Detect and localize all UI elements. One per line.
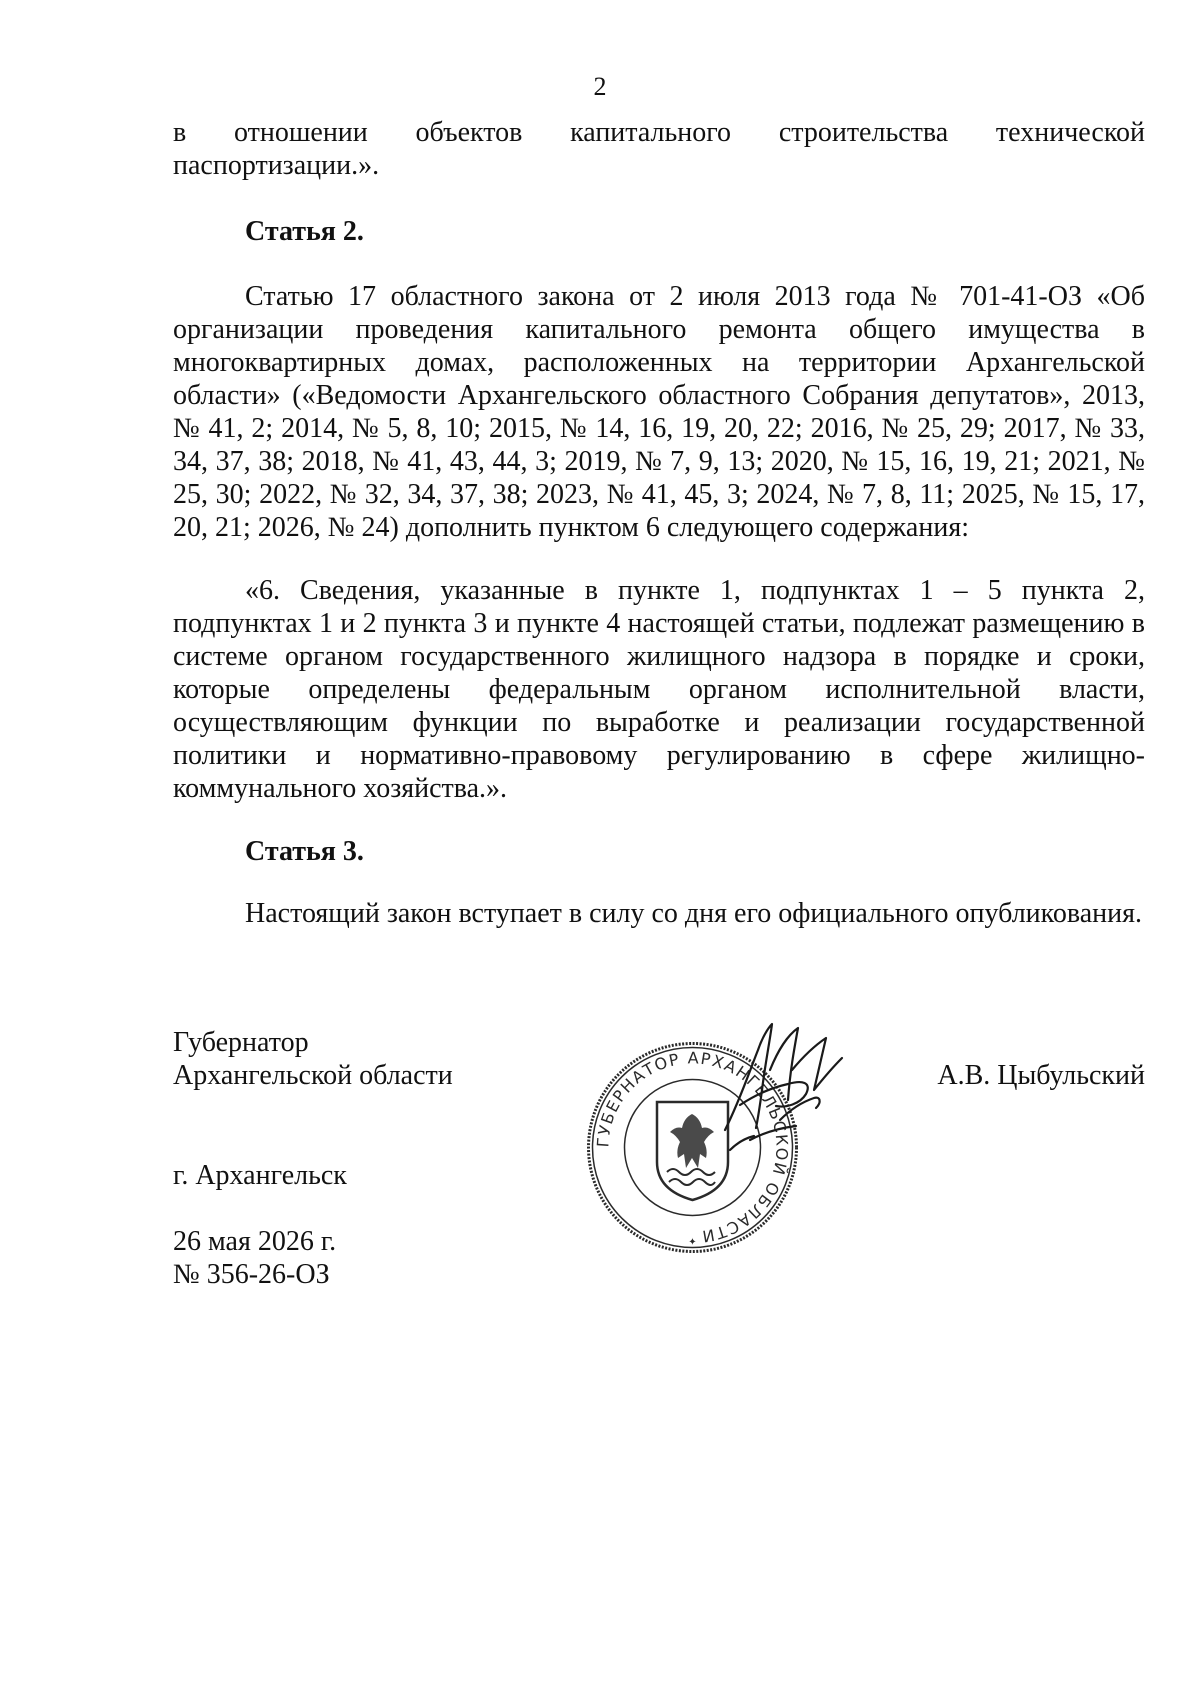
law-number: № 356-26-ОЗ	[173, 1259, 330, 1290]
article-2-body-block	[173, 280, 1145, 544]
article-2-heading-block	[173, 215, 1145, 248]
signer-position	[173, 1026, 453, 1092]
seal-star: ✦	[688, 1237, 697, 1248]
signer-name: А.В. Цыбульский	[937, 1060, 1145, 1091]
signing-place: г. Архангельск	[173, 1160, 347, 1191]
article-3-heading-block	[173, 835, 1145, 868]
article-2-quote: «6. Сведения, указанные в пункте 1, подпунктах 1 – 5 пункта 2, подпунктах 1 и 2 пункта 3 и пункте 4 настоящей статьи, подлежат размещению в системе органом государственного жилищного надзора в порядке и сроки, которые определены федеральным органом исполнительной власти, осуществляющим функции по выработке и реализации государственной политики и нормативно-правовому регулированию в сфере жилищно-коммунального хозяйства.».	[173, 575, 1145, 804]
article-3-heading: Статья 3.	[245, 836, 364, 867]
signer-position-line-1: Губернатор	[173, 1027, 309, 1058]
page-number: 2	[593, 72, 607, 101]
article-2-quote-block	[173, 574, 1145, 805]
article-2-body: Статью 17 областного закона от 2 июля 2013 года № 701-41-ОЗ «Об организации проведения капитального ремонта общего имущества в многоквартирных домах, расположенных на территории Архангельской области» («Ведомости Архангельского областного Собрания депутатов», 2013, № 41, 2; 2014, № 5, 8, 10; 2015, № 14, 16, 19, 20, 22; 2016, № 25, 29; 2017, № 33, 34, 37, 38; 2018, № 41, 43, 44, 3; 2019, № 7, 9, 13; 2020, № 15, 16, 19, 21; 2021, № 25, 30; 2022, № 32, 34, 37, 38; 2023, № 41, 45, 3; 2024, № 7, 8, 11; 2025, № 15, 17, 20, 21; 2026, № 24) дополнить пунктом 6 следующего содержания:	[173, 281, 1145, 543]
article-3-body: Настоящий закон вступает в силу со дня его официального опубликования.	[245, 898, 1142, 929]
signer-position-line-2: Архангельской области	[173, 1060, 453, 1091]
date-and-number	[173, 1225, 336, 1291]
continuation-paragraph: в отношении объектов капитального строительства технической паспортизации.».	[173, 117, 1145, 181]
handwritten-signature-icon	[710, 1010, 850, 1160]
article-2-heading: Статья 2.	[245, 216, 364, 247]
seal-ring-text: ГУБЕРНАТОР АРХАНГЕЛЬСКОЙ ОБЛАСТИ	[593, 1048, 792, 1247]
continuation-block	[173, 116, 1145, 182]
signing-date: 26 мая 2026 г.	[173, 1226, 337, 1257]
article-3-body-block	[173, 897, 1145, 930]
